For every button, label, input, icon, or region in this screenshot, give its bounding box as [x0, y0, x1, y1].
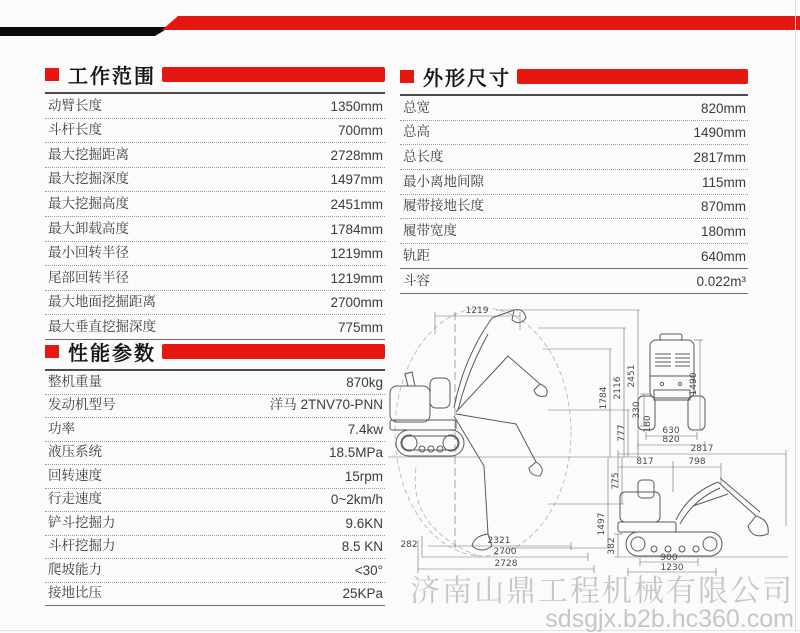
table-row	[400, 121, 748, 146]
row-label: 履带宽度	[403, 223, 457, 239]
row-label: 行走速度	[48, 491, 102, 506]
red-header-bar	[162, 67, 385, 82]
row-label: 最大挖掘深度	[48, 171, 129, 187]
section-header	[400, 62, 748, 96]
row-label: 斗杆长度	[48, 122, 102, 138]
row-label: 液压系统	[48, 444, 102, 459]
dim-label: 820	[662, 435, 680, 445]
section-title: 外形尺寸	[423, 68, 511, 90]
table-row	[45, 512, 385, 536]
row-label: 总宽	[403, 99, 430, 115]
row-label: 爬坡能力	[48, 561, 102, 577]
dim-label: 777	[617, 424, 627, 442]
section-working-range	[45, 60, 385, 340]
row-value: 0.022m³	[696, 273, 746, 289]
table-row	[45, 442, 385, 466]
row-label: 回转速度	[48, 467, 102, 483]
excavator-side-silhouette	[390, 310, 547, 550]
table-row	[400, 269, 748, 294]
row-value: 15rpm	[344, 468, 383, 484]
row-value: 870mm	[700, 199, 746, 215]
table-row	[45, 143, 385, 168]
section-title: 工作范围	[68, 66, 156, 88]
red-square-bullet-icon	[45, 68, 59, 81]
row-value: 2728mm	[330, 147, 383, 163]
section-dimensions	[400, 62, 748, 294]
table-row	[45, 536, 385, 560]
table-row	[45, 266, 385, 291]
table-row	[45, 583, 385, 607]
dim-label: 180	[643, 415, 653, 433]
table-row	[400, 170, 748, 195]
row-label: 整机重量	[48, 373, 102, 389]
row-value: 1784mm	[330, 221, 383, 237]
row-label: 最小回转半径	[48, 245, 129, 261]
dim-label: 2451	[627, 364, 637, 388]
rear-view-drawing	[632, 334, 705, 449]
dim-label: 900	[660, 553, 678, 563]
row-value: 2700mm	[330, 295, 383, 311]
dim-label: 382	[607, 537, 617, 555]
website-url: sdsgjx.b2b.hc360.com	[545, 605, 794, 633]
banner-red-stripe	[155, 16, 800, 30]
row-value: 640mm	[700, 248, 746, 264]
row-label: 总长度	[403, 149, 444, 165]
row-value: 1219mm	[330, 246, 383, 262]
table-row	[400, 96, 748, 121]
working-range-drawing	[388, 306, 640, 573]
row-value: 1490mm	[693, 125, 746, 141]
dim-label: 2116	[613, 376, 623, 400]
section-header	[45, 337, 385, 371]
row-label: 履带接地长度	[403, 198, 484, 214]
table-row	[45, 192, 385, 217]
row-label: 总高	[403, 124, 430, 140]
row-label: 斗容	[403, 272, 430, 288]
row-label: 功率	[48, 420, 75, 436]
table-row	[45, 371, 385, 395]
table-row	[45, 418, 385, 442]
table-row	[45, 489, 385, 513]
row-value: 9.6KN	[345, 515, 383, 531]
row-label: 最大挖掘高度	[48, 195, 129, 211]
table-row	[400, 219, 748, 244]
dim-label: 282	[400, 540, 418, 550]
row-label: 最大挖掘距离	[48, 146, 129, 162]
table-row	[45, 168, 385, 193]
excavator-transport-silhouette	[618, 478, 768, 556]
company-name: 济南山鼎工程机械有限公司	[410, 574, 794, 608]
row-value: 820mm	[700, 100, 746, 116]
transport-side-drawing	[607, 444, 788, 576]
table-row	[400, 244, 748, 269]
row-value: 洋马 2TNV70-PNN	[269, 397, 383, 412]
row-label: 接地比压	[48, 585, 102, 600]
row-value: 700mm	[337, 123, 383, 139]
table-row	[45, 559, 385, 583]
table-row	[45, 94, 385, 119]
row-label: 动臂长度	[48, 97, 102, 113]
table-row	[45, 217, 385, 242]
dim-label: 2728	[494, 559, 518, 569]
row-value: 870kg	[346, 374, 383, 390]
dim-label: 1490	[689, 372, 699, 396]
row-label: 尾部回转半径	[48, 269, 129, 285]
watermark	[410, 576, 794, 633]
row-value: 8.5 KN	[341, 539, 383, 554]
row-value: 0~2km/h	[330, 492, 383, 507]
section-header	[45, 60, 385, 94]
row-label: 轨距	[403, 247, 430, 263]
row-value: 115mm	[701, 174, 746, 190]
row-label: 发动机型号	[48, 397, 116, 412]
red-square-bullet-icon	[400, 70, 414, 83]
dim-label: 1219	[465, 306, 489, 316]
row-label: 铲斗挖掘力	[48, 514, 116, 530]
row-label: 斗杆挖掘力	[48, 538, 116, 553]
row-label: 最大卸载高度	[48, 220, 129, 236]
table-row	[45, 395, 385, 419]
dim-label: 1497	[597, 512, 607, 536]
row-value: 25KPa	[342, 586, 383, 601]
dim-label: 2700	[493, 547, 517, 557]
row-label: 最大垂直挖掘深度	[48, 318, 156, 334]
excavator-technical-drawings	[388, 296, 798, 588]
dim-label: 817	[636, 457, 654, 467]
table-row	[45, 465, 385, 489]
row-value: 1219mm	[330, 270, 383, 286]
table-row	[400, 145, 748, 170]
red-header-bar	[162, 344, 385, 359]
red-square-bullet-icon	[45, 345, 59, 358]
row-value: 18.5MPa	[328, 445, 383, 460]
dim-label: 798	[688, 457, 706, 467]
table-row	[45, 291, 385, 316]
row-value: 775mm	[337, 319, 383, 335]
section-title: 性能参数	[68, 343, 156, 365]
row-value: 1497mm	[330, 172, 383, 188]
dim-label: 1784	[599, 386, 609, 410]
dim-label: 2817	[690, 444, 714, 454]
dim-label: 630	[662, 426, 680, 436]
row-value: 2451mm	[330, 196, 383, 212]
table-row	[45, 119, 385, 144]
row-value: 1350mm	[330, 98, 383, 114]
red-header-bar	[517, 69, 748, 84]
row-value: 7.4kw	[347, 421, 383, 437]
row-value: <30°	[354, 562, 383, 578]
table-row	[45, 242, 385, 267]
banner-black-stripe	[0, 27, 176, 36]
row-label: 最小离地间隙	[403, 173, 484, 189]
row-value: 180mm	[700, 224, 746, 240]
row-label: 最大地面挖掘距离	[48, 294, 156, 310]
table-row	[400, 195, 748, 220]
dim-label: 1230	[660, 563, 684, 573]
row-value: 2817mm	[693, 150, 746, 166]
dim-label: 2321	[487, 536, 511, 546]
dim-label: 775	[611, 472, 621, 490]
dim-label: 330	[632, 401, 642, 419]
section-performance	[45, 337, 385, 606]
